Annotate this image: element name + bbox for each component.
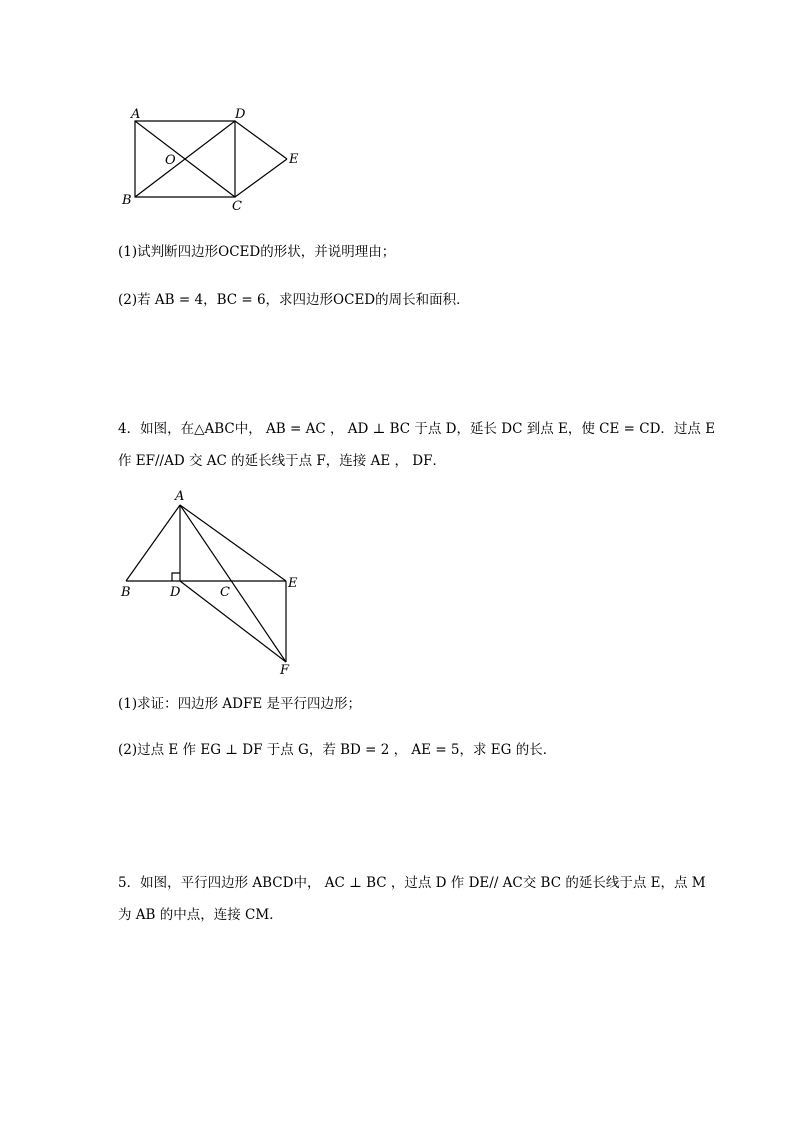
label-a: A — [175, 489, 185, 504]
label-d: D — [170, 585, 181, 600]
segment-ab — [126, 505, 180, 581]
segment-de — [235, 121, 287, 159]
q5-statement-line2: 为 AB 的中点，连接 CM． — [118, 907, 283, 923]
label-c: C — [220, 585, 230, 600]
figure-parallelogram-adfe — [110, 485, 320, 680]
label-a: A — [131, 107, 141, 122]
label-b: B — [121, 585, 131, 600]
segment-ae — [180, 505, 286, 581]
label-d: D — [235, 107, 246, 122]
q3-part2: (2)若 AB = 4，BC = 6，求四边形OCED的周长和面积． — [118, 292, 470, 308]
q4-part1: (1)求证：四边形 ADFE 是平行四边形； — [118, 696, 361, 712]
figure-rectangle-oced — [110, 100, 320, 215]
label-e: E — [289, 152, 299, 167]
q3-part1: (1)试判断四边形OCED的形状，并说明理由； — [118, 244, 396, 260]
q5-statement-line1: 5．如图，平行四边形 ABCD中， AC ⊥ BC ，过点 D 作 DE// AC交 BC 的延长线于点 E，点 M — [118, 875, 706, 891]
q4-part2: (2)过点 E 作 EG ⊥ DF 于点 G，若 BD = 2 ， AE = 5，求 EG 的长． — [118, 742, 557, 758]
q4-statement-line2: 作 EF//AD 交 AC 的延长线于点 F，连接 AE ， DF． — [118, 453, 446, 469]
right-angle-mark — [172, 573, 180, 581]
q4-statement-line1: 4．如图，在△ABC中， AB = AC ， AD ⊥ BC 于点 D，延长 DC 到点 E，使 CE = CD．过点 E — [118, 421, 716, 437]
segment-df — [180, 581, 286, 662]
label-f: F — [280, 663, 290, 678]
segment-af — [180, 505, 286, 662]
label-b: B — [122, 193, 132, 208]
label-e: E — [288, 576, 298, 591]
segment-ce — [235, 159, 287, 197]
label-o: O — [165, 153, 176, 168]
label-c: C — [232, 199, 242, 214]
